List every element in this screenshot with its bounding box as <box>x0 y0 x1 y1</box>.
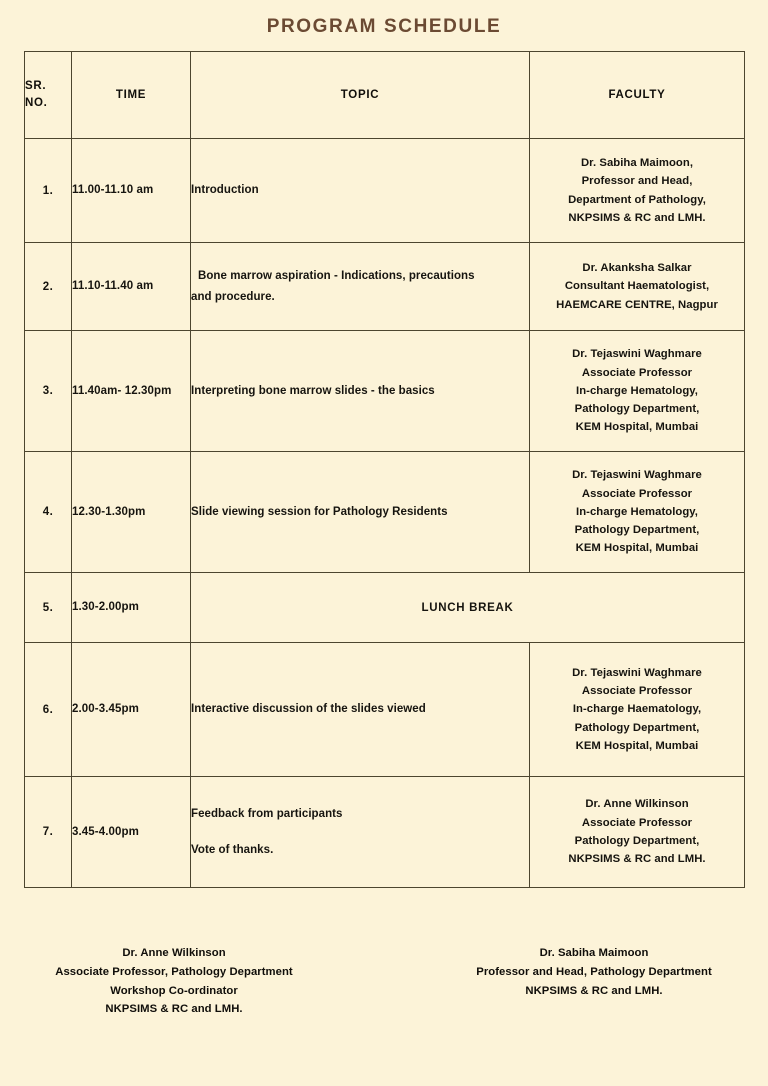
row-faculty <box>530 139 745 243</box>
row-topic-line: Introduction <box>191 184 259 197</box>
row-faculty-line: HAEMCARE CENTRE, Nagpur <box>556 298 718 311</box>
row-time: 11.10-11.40 am <box>72 243 191 331</box>
signature-block-head <box>396 944 768 1019</box>
column-header-topic: TOPIC <box>191 52 530 139</box>
signature-block-coordinator <box>0 944 396 1019</box>
column-header-sr-no-line2: NO. <box>25 97 48 109</box>
row-faculty-line: Pathology Department, <box>574 721 700 734</box>
row-faculty-line: In-charge Hematology, <box>576 384 698 397</box>
row-time: 12.30-1.30pm <box>72 452 191 573</box>
row-time: 11.00-11.10 am <box>72 139 191 243</box>
table-row <box>25 243 745 331</box>
row-faculty-line: Department of Pathology, <box>568 193 706 206</box>
row-time-line: 11.40am- <box>72 384 122 397</box>
row-topic-line: Interpreting bone marrow slides - the basics <box>191 384 435 397</box>
row-faculty <box>530 243 745 331</box>
row-time: 3.45-4.00pm <box>72 777 191 888</box>
table-row <box>25 139 745 243</box>
program-schedule-table <box>24 51 745 888</box>
table-header-row <box>25 52 745 139</box>
row-topic-line: and procedure. <box>191 290 275 303</box>
page-title: PROGRAM SCHEDULE <box>266 16 502 37</box>
row-topic-line: Vote of thanks. <box>191 844 274 856</box>
row-topic-line: Interactive discussion of the slides viewed <box>191 703 426 716</box>
row-faculty-line: Professor and Head, <box>581 175 693 188</box>
row-serial-number: 6. <box>25 643 72 777</box>
row-topic-line: Slide viewing session for Pathology Residents <box>191 505 448 518</box>
row-faculty <box>530 643 745 777</box>
signature-line: Workshop Co-ordinator <box>110 984 238 997</box>
column-header-sr-no <box>25 52 72 139</box>
table-row <box>25 643 745 777</box>
column-header-faculty: FACULTY <box>530 52 745 139</box>
row-serial-number: 4. <box>25 452 72 573</box>
row-faculty-line: Consultant Haematologist, <box>564 280 710 293</box>
row-faculty-line: KEM Hospital, Mumbai <box>575 542 699 555</box>
row-time: 1.30-2.00pm <box>72 573 191 643</box>
row-lunch-break-label: LUNCH BREAK <box>191 573 745 643</box>
row-time <box>72 331 191 452</box>
row-time-line: 12.30pm <box>124 384 172 397</box>
row-faculty-line: Dr. Sabiha Maimoon, <box>580 156 694 169</box>
row-faculty-line: Associate Professor <box>581 685 693 698</box>
row-serial-number: 1. <box>25 139 72 243</box>
row-faculty-line: Pathology Department, <box>574 524 700 537</box>
table-row <box>25 331 745 452</box>
row-topic-line: Feedback from participants <box>191 807 343 820</box>
row-faculty-line: KEM Hospital, Mumbai <box>575 421 699 434</box>
row-faculty-line: KEM Hospital, Mumbai <box>575 739 699 752</box>
row-faculty-line: Pathology Department, <box>574 835 700 847</box>
signature-line: Associate Professor, Pathology Department <box>55 965 293 978</box>
signature-line: NKPSIMS & RC and LMH. <box>105 1003 243 1016</box>
row-topic <box>191 243 530 331</box>
row-serial-number: 5. <box>25 573 72 643</box>
row-faculty-line: Dr. Anne Wilkinson <box>585 798 689 811</box>
row-time: 2.00-3.45pm <box>72 643 191 777</box>
row-serial-number: 3. <box>25 331 72 452</box>
signature-line: Dr. Anne Wilkinson <box>122 947 226 959</box>
table-row <box>25 573 745 643</box>
row-faculty-line: Associate Professor <box>581 816 693 829</box>
row-faculty-line: Dr. Akanksha Salkar <box>582 262 692 275</box>
row-faculty-line: Dr. Tejaswini Waghmare <box>572 469 702 482</box>
row-topic <box>191 777 530 888</box>
row-faculty-line: NKPSIMS & RC and LMH. <box>568 853 706 866</box>
row-faculty-line: In-charge Hematology, <box>576 505 698 518</box>
row-faculty-line: In-charge Haematology, <box>572 703 702 716</box>
table-row <box>25 777 745 888</box>
row-topic-line: Bone marrow aspiration - Indications, precautions <box>198 270 475 283</box>
row-topic <box>191 331 530 452</box>
table-row <box>25 452 745 573</box>
row-topic <box>191 139 530 243</box>
row-serial-number: 7. <box>25 777 72 888</box>
row-faculty-line: Dr. Tejaswini Waghmare <box>572 348 702 361</box>
row-faculty-line: Dr. Tejaswini Waghmare <box>572 666 702 679</box>
row-faculty-line: NKPSIMS & RC and LMH. <box>568 211 706 224</box>
row-faculty <box>530 331 745 452</box>
signature-line: Professor and Head, Pathology Department <box>476 965 712 978</box>
footer-signatures <box>0 944 768 1019</box>
row-serial-number: 2. <box>25 243 72 331</box>
row-faculty <box>530 777 745 888</box>
signature-line: Dr. Sabiha Maimoon <box>539 947 649 959</box>
row-faculty-line: Associate Professor <box>581 487 693 500</box>
column-header-sr-no-line1: SR. <box>25 80 47 93</box>
row-faculty <box>530 452 745 573</box>
schedule-table-container <box>24 51 744 888</box>
signature-line: NKPSIMS & RC and LMH. <box>525 984 663 997</box>
topic-line-spacer <box>191 824 529 840</box>
row-topic <box>191 452 530 573</box>
row-faculty-line: Associate Professor <box>581 366 693 379</box>
row-topic <box>191 643 530 777</box>
column-header-time: TIME <box>72 52 191 139</box>
row-faculty-line: Pathology Department, <box>574 403 700 416</box>
